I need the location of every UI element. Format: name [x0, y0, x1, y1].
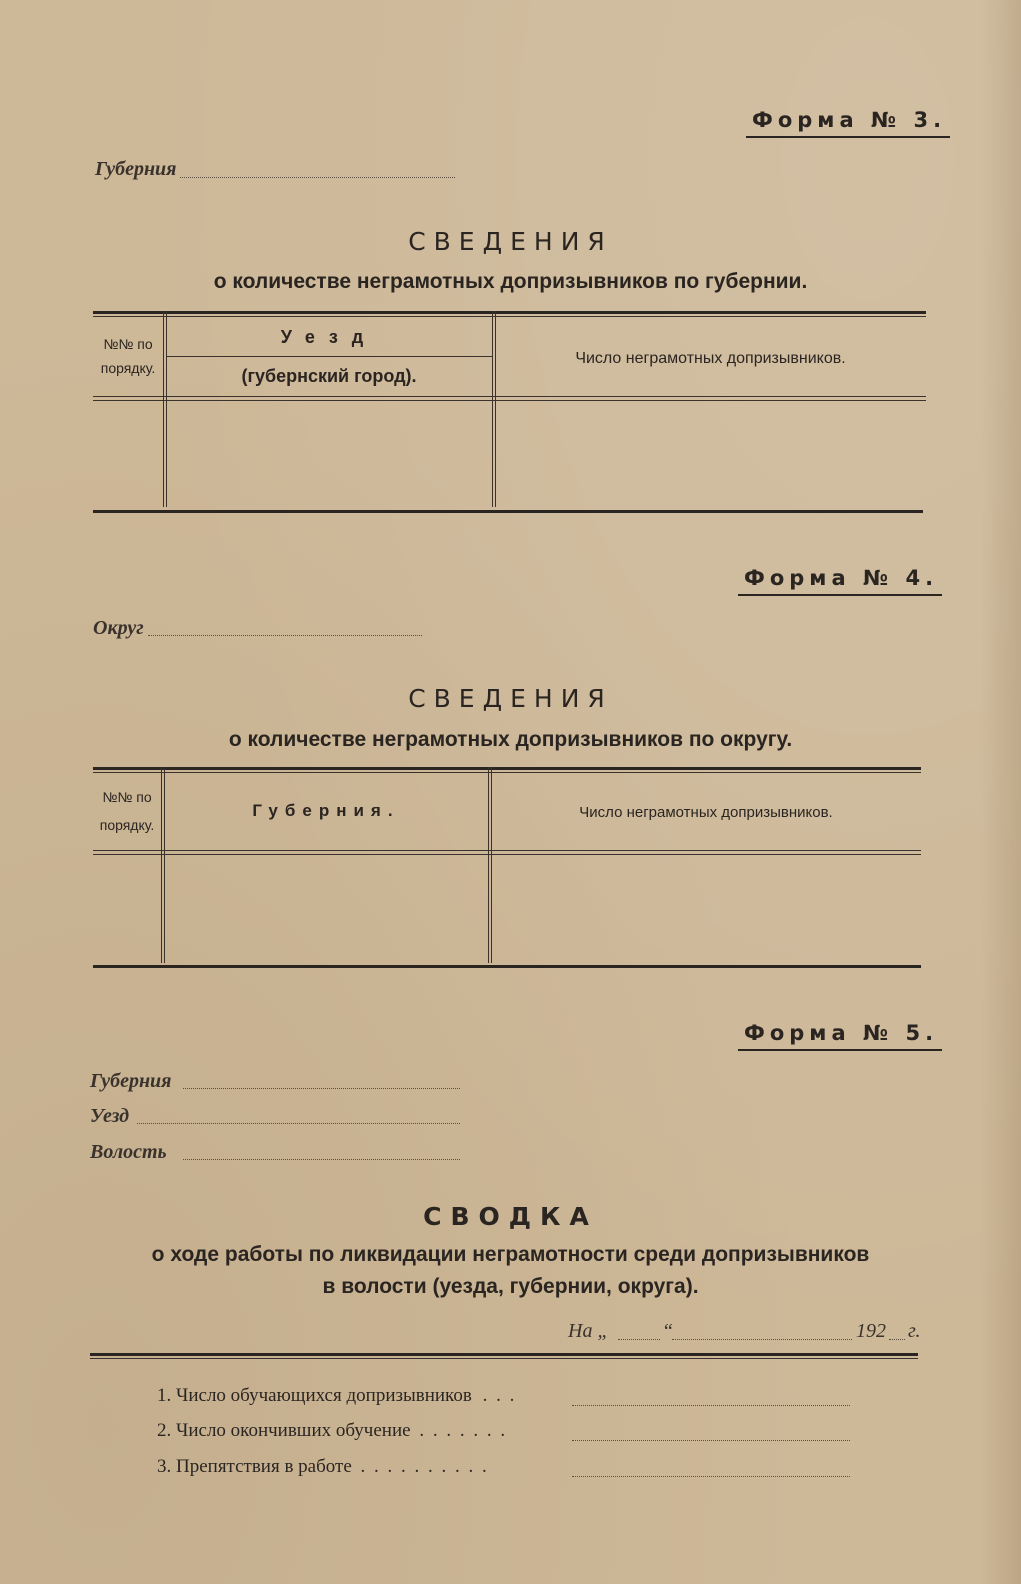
col-divider: [163, 311, 164, 507]
col-header-count: Число неграмотных допризывников.: [579, 804, 833, 821]
date-day-fill[interactable]: [618, 1339, 660, 1340]
okrug-field-label: Округ: [93, 617, 144, 639]
date-month-fill[interactable]: [672, 1339, 852, 1340]
summary-top-rule: [90, 1353, 918, 1356]
item-leader: . . . . . . .: [419, 1420, 508, 1441]
gubernia-field-label: Губерния: [95, 158, 177, 180]
volost-fill-line[interactable]: [183, 1159, 460, 1160]
item-fill-line[interactable]: [572, 1405, 850, 1406]
col-header-number-line1: №№ по: [102, 789, 152, 805]
list-item: [157, 1385, 516, 1407]
gubernia-fill-line[interactable]: [183, 1088, 460, 1089]
form-5-label: Форма № 5.: [738, 1021, 942, 1051]
volost-field-label: Волость: [90, 1141, 167, 1163]
list-item: [157, 1420, 507, 1442]
col-divider: [164, 767, 165, 963]
col-divider: [491, 767, 492, 963]
col-header-number-line2: порядку.: [99, 817, 155, 833]
col-header-count: Число неграмотных допризывников.: [575, 350, 846, 367]
summary-top-rule-inner: [90, 1358, 918, 1359]
form-5-subtitle-line1: о ходе работы по ликвидации неграмотности среди допризывников: [151, 1243, 870, 1266]
header-bottom-rule-inner: [93, 854, 921, 855]
subheader-rule: [166, 356, 493, 357]
item-label: 1. Число обучающихся допризывников: [157, 1385, 472, 1406]
col-divider: [495, 311, 496, 507]
okrug-fill-line[interactable]: [148, 635, 422, 636]
col-divider: [488, 767, 489, 963]
uezd-fill-line[interactable]: [137, 1123, 460, 1124]
form-4-subtitle: о количестве неграмотных допризывников по округу.: [228, 728, 793, 751]
date-year: 192: [856, 1320, 886, 1342]
list-item: [157, 1456, 489, 1478]
date-suffix: г.: [908, 1320, 921, 1342]
form-3-subtitle: о количестве неграмотных допризывников по губернии.: [213, 270, 808, 293]
date-quote: “: [662, 1320, 674, 1342]
date-prefix: На „: [568, 1320, 609, 1342]
form-5-subtitle-line2: в волости (уезда, губернии, округа).: [322, 1275, 699, 1298]
gubernia-fill-line[interactable]: [180, 177, 455, 178]
form-4-label: Форма № 4.: [738, 566, 942, 596]
table-top-rule-inner: [93, 316, 926, 317]
col-divider: [161, 767, 162, 963]
header-bottom-rule: [93, 396, 926, 397]
table-top-rule: [93, 767, 921, 770]
col-divider: [492, 311, 493, 507]
col-header-gubernia: Губерния.: [252, 801, 400, 820]
item-label: 2. Число окончивших обучение: [157, 1420, 411, 1441]
item-leader: . . .: [482, 1385, 517, 1406]
col-header-number-line2: порядку.: [100, 360, 156, 376]
col-header-number-line1: №№ по: [103, 336, 153, 352]
col-header-number: [93, 332, 163, 380]
form-5-title: СВОДКА: [423, 1202, 598, 1231]
item-fill-line[interactable]: [572, 1476, 850, 1477]
gubernia-field-label: Губерния: [90, 1070, 172, 1092]
table-bottom-rule: [93, 510, 923, 513]
date-year-fill[interactable]: [889, 1339, 905, 1340]
col-header-gub-city: (губернский город).: [241, 366, 417, 386]
form-3-label: Форма № 3.: [746, 108, 950, 138]
table-top-rule: [93, 311, 926, 314]
col-header-number: [93, 783, 161, 839]
form-4-title: СВЕДЕНИЯ: [408, 684, 613, 713]
item-label: 3. Препятствия в работе: [157, 1456, 352, 1477]
header-bottom-rule-inner: [93, 400, 926, 401]
col-header-uezd: Уезд: [280, 327, 378, 347]
item-leader: . . . . . . . . . .: [360, 1456, 489, 1477]
item-fill-line[interactable]: [572, 1440, 850, 1441]
table-bottom-rule: [93, 965, 921, 968]
form-3-title: СВЕДЕНИЯ: [408, 227, 613, 256]
header-bottom-rule: [93, 850, 921, 851]
uezd-field-label: Уезд: [90, 1105, 130, 1127]
table-top-rule-inner: [93, 772, 921, 773]
